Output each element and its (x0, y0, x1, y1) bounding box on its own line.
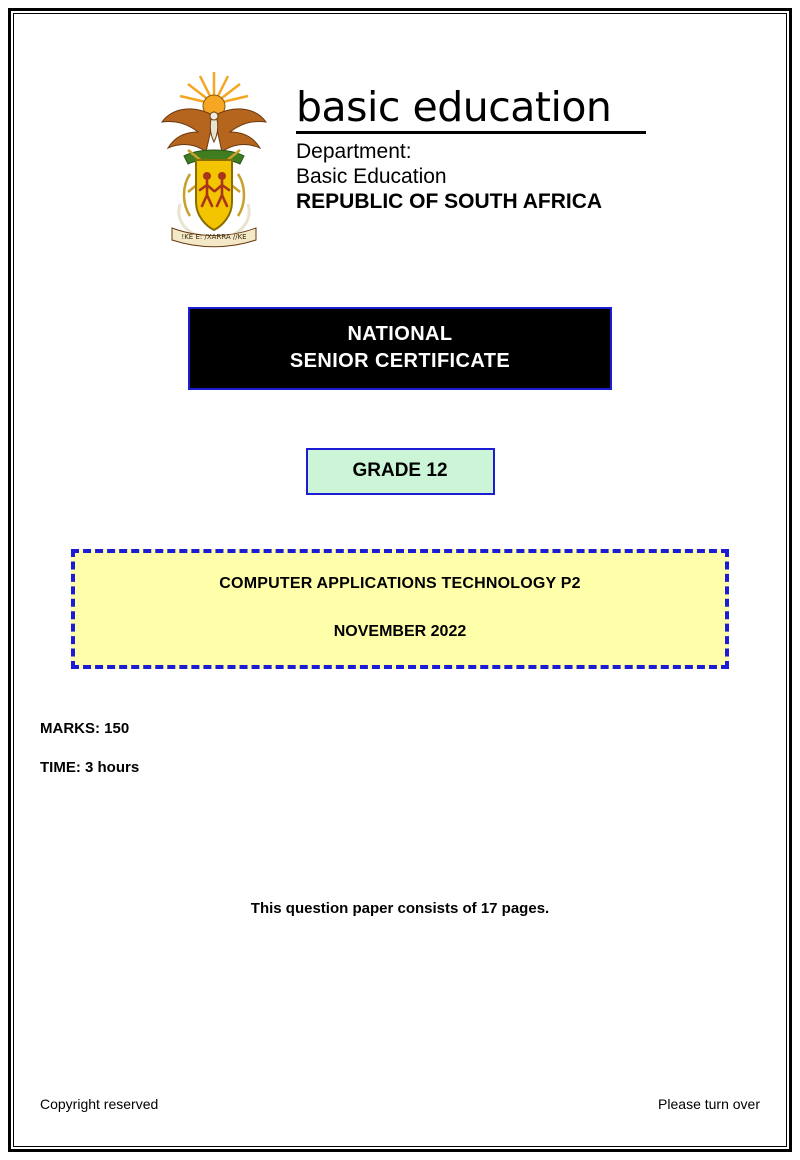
pages-note: This question paper consists of 17 pages. (250, 900, 550, 917)
brand-underline (296, 131, 646, 134)
department-name: Basic Education (296, 165, 447, 188)
subject-banner-wrap (40, 549, 760, 669)
svg-text:!KE E: /XARRA //KE: !KE E: /XARRA //KE (181, 233, 247, 241)
marks-line: MARKS: 150 (40, 720, 130, 737)
footer-copyright: Copyright reserved (40, 1096, 159, 1112)
subject-banner (71, 549, 729, 669)
exam-meta (40, 719, 760, 778)
subject-title: COMPUTER APPLICATIONS TECHNOLOGY P2 (219, 575, 581, 592)
page-footer (40, 1096, 760, 1112)
country-line: REPUBLIC OF SOUTH AFRICA (296, 190, 603, 213)
footer-turn-over: Please turn over (658, 1096, 760, 1112)
certificate-line-1: NATIONAL (347, 323, 453, 345)
subject-date: NOVEMBER 2022 (333, 623, 467, 640)
department-label: Department: (296, 140, 412, 163)
brand-title: basic education (296, 83, 612, 131)
certificate-banner-wrap (40, 307, 760, 390)
grade-banner: GRADE 12 (306, 448, 495, 495)
time-line: TIME: 3 hours (40, 759, 140, 776)
grade-banner-wrap (40, 448, 760, 495)
certificate-line-2: SENIOR CERTIFICATE (289, 350, 511, 372)
page-content (40, 40, 760, 1120)
document-header (40, 64, 760, 249)
south-african-coat-of-arms-icon (154, 64, 274, 249)
certificate-banner (188, 307, 612, 390)
department-text-block (296, 64, 646, 214)
